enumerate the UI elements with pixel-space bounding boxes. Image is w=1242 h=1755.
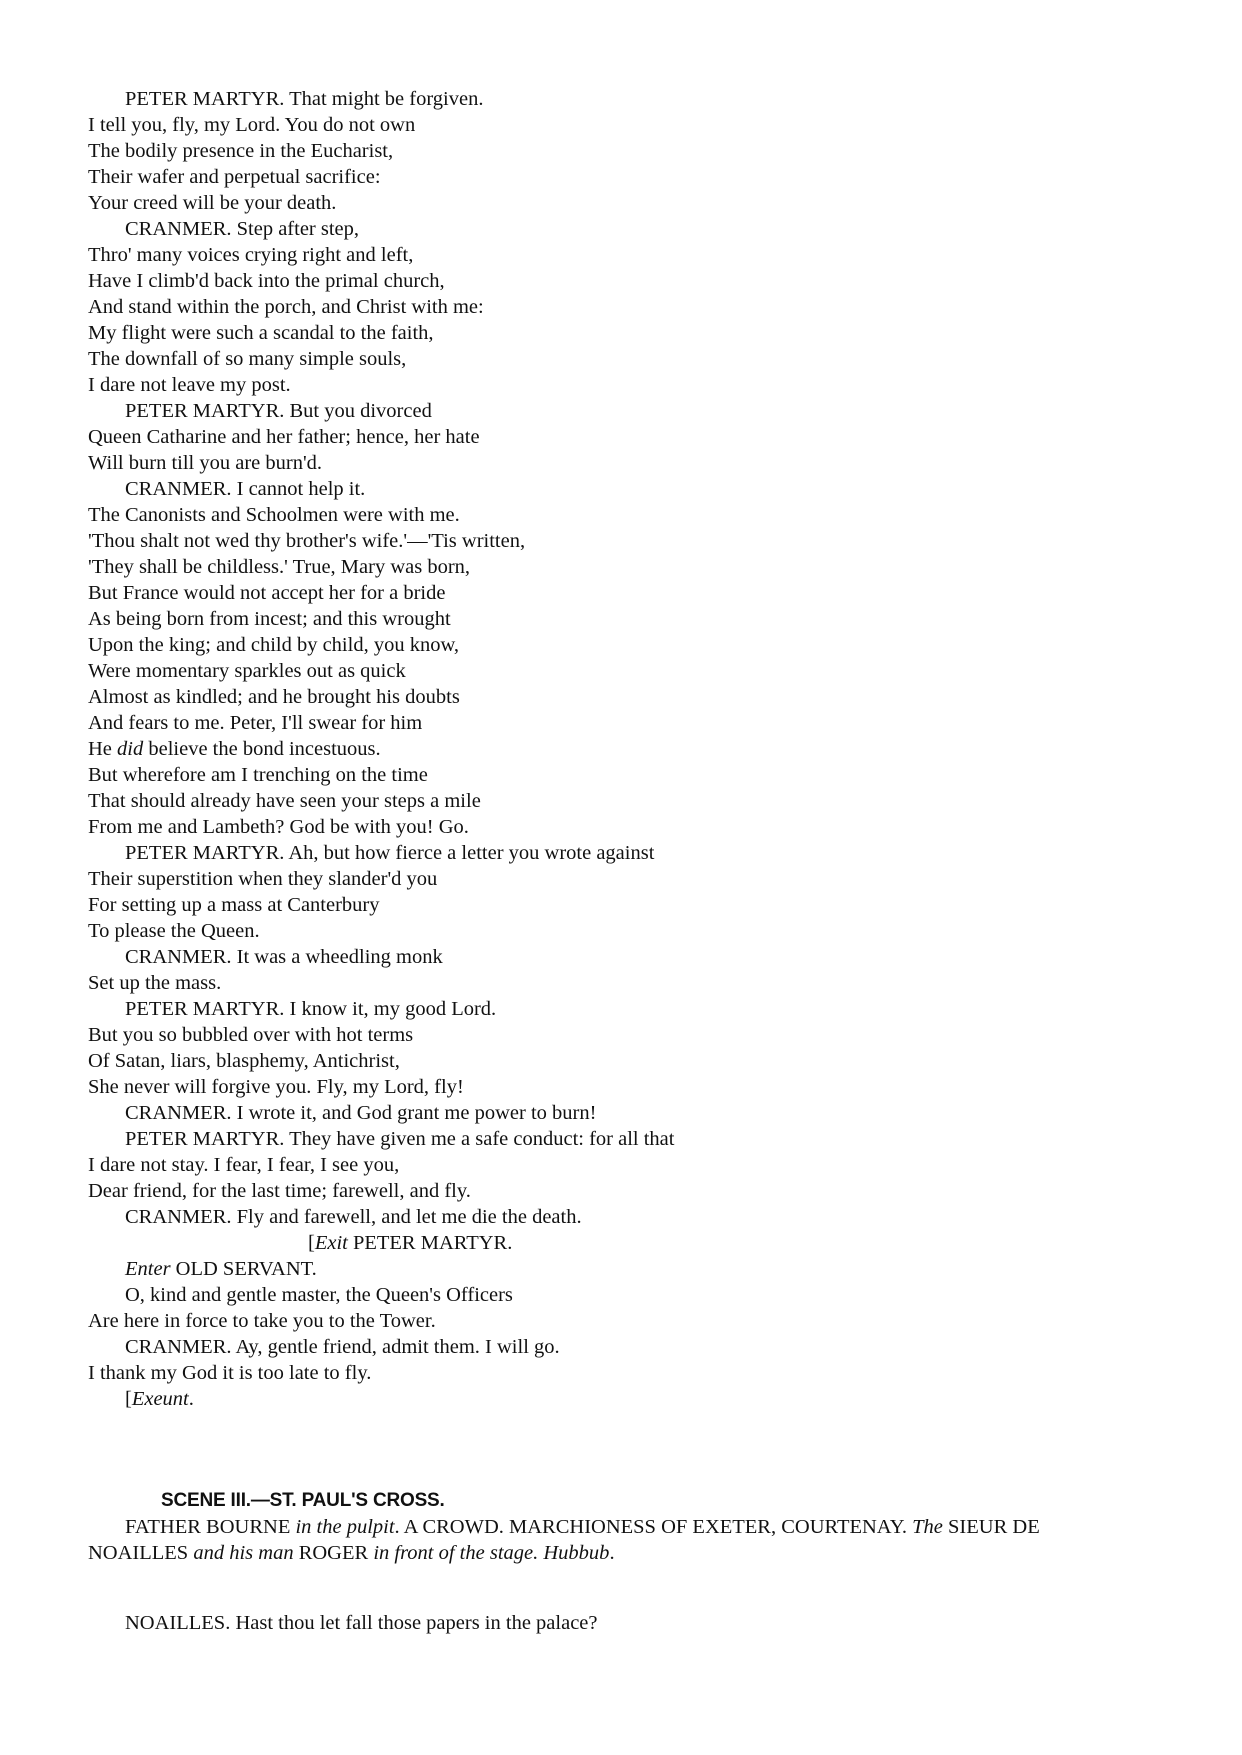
verse-line: But wherefore am I trenching on the time	[88, 764, 428, 786]
verse-line: CRANMER. It was a wheedling monk	[125, 946, 443, 968]
stage-text: FATHER BOURNE	[125, 1516, 296, 1538]
verse-line: The Canonists and Schoolmen were with me.	[88, 504, 460, 526]
spacer	[88, 1412, 1168, 1488]
verse-line: Of Satan, liars, blasphemy, Antichrist,	[88, 1050, 400, 1072]
exit-stage-direction	[88, 1230, 1168, 1256]
verse-line: That should already have seen your steps a mile	[88, 790, 481, 812]
verse-line: Are here in force to take you to the Tower.	[88, 1310, 436, 1332]
verse-line: And fears to me. Peter, I'll swear for him	[88, 712, 423, 734]
stage-italic: The	[912, 1516, 943, 1538]
verse-line: CRANMER. Step after step,	[125, 218, 360, 240]
exit-word: Exit	[314, 1232, 348, 1254]
verse-line: Thro' many voices crying right and left,	[88, 244, 414, 266]
enter-character: OLD SERVANT.	[170, 1258, 317, 1280]
verse-line: As being born from incest; and this wrought	[88, 608, 451, 630]
verse-line: The bodily presence in the Eucharist,	[88, 140, 394, 162]
stage-italic: in front of the stage. Hubbub	[373, 1542, 610, 1564]
stage-text: .	[609, 1542, 615, 1564]
verse-line: For setting up a mass at Canterbury	[88, 894, 380, 916]
dialogue-block	[88, 86, 1168, 1230]
verse-line: I dare not stay. I fear, I fear, I see you,	[88, 1154, 400, 1176]
verse-line: CRANMER. Ay, gentle friend, admit them. I will go.	[125, 1336, 560, 1358]
verse-line: And stand within the porch, and Christ with me:	[88, 296, 484, 318]
verse-line: 'They shall be childless.' True, Mary was born,	[88, 556, 471, 578]
verse-line: To please the Queen.	[88, 920, 260, 942]
verse-line: Have I climb'd back into the primal church,	[88, 270, 445, 292]
spacer	[88, 1566, 1168, 1610]
verse-line: Their wafer and perpetual sacrifice:	[88, 166, 381, 188]
verse-line: But France would not accept her for a bride	[88, 582, 446, 604]
verse-line: CRANMER. I wrote it, and God grant me power to burn!	[125, 1102, 597, 1124]
verse-line: CRANMER. Fly and farewell, and let me die the death.	[125, 1206, 582, 1228]
scene-stage-description	[88, 1514, 1138, 1566]
verse-line: But you so bubbled over with hot terms	[88, 1024, 414, 1046]
verse-text: He	[88, 738, 118, 760]
stage-text: . A CROWD. MARCHIONESS OF EXETER, COURTENAY.	[394, 1516, 913, 1538]
verse-line: The downfall of so many simple souls,	[88, 348, 407, 370]
verse-emphasis: did	[117, 738, 144, 760]
verse-line: O, kind and gentle master, the Queen's Officers	[125, 1284, 513, 1306]
verse-line: Will burn till you are burn'd.	[88, 452, 323, 474]
verse-line: My flight were such a scandal to the faith,	[88, 322, 434, 344]
verse-line: Your creed will be your death.	[88, 192, 337, 214]
bracket: [	[308, 1232, 315, 1254]
verse-line: Their superstition when they slander'd you	[88, 868, 438, 890]
stage-text: SIEUR DE NOAILLES	[88, 1516, 1040, 1564]
verse-line	[88, 736, 1168, 762]
verse-line: Were momentary sparkles out as quick	[88, 660, 406, 682]
noailles-line: NOAILLES. Hast thou let fall those papers in the palace?	[125, 1612, 598, 1634]
bracket: [	[125, 1388, 132, 1410]
verse-text: believe the bond incestuous.	[143, 738, 381, 760]
verse-line: PETER MARTYR. They have given me a safe conduct: for all that	[125, 1128, 675, 1150]
verse-line: Queen Catharine and her father; hence, her hate	[88, 426, 480, 448]
verse-line: 'Thou shalt not wed thy brother's wife.'—'Tis written,	[88, 530, 526, 552]
verse-line: PETER MARTYR. That might be forgiven.	[125, 88, 484, 110]
stage-text: ROGER	[293, 1542, 374, 1564]
verse-line: PETER MARTYR. I know it, my good Lord.	[125, 998, 497, 1020]
verse-line: From me and Lambeth? God be with you! Go.	[88, 816, 469, 838]
verse-line: PETER MARTYR. Ah, but how fierce a letter you wrote against	[125, 842, 655, 864]
stage-italic: and his man	[193, 1542, 294, 1564]
verse-line: I tell you, fly, my Lord. You do not own	[88, 114, 416, 136]
verse-line: I thank my God it is too late to fly.	[88, 1362, 372, 1384]
exeunt-stage-direction	[88, 1386, 1168, 1412]
verse-line: PETER MARTYR. But you divorced	[125, 400, 432, 422]
play-text-page	[88, 86, 1168, 1636]
verse-line: She never will forgive you. Fly, my Lord, fly!	[88, 1076, 464, 1098]
enter-word: Enter	[125, 1258, 171, 1280]
verse-line: CRANMER. I cannot help it.	[125, 478, 366, 500]
servant-dialogue-block	[88, 1282, 1168, 1386]
verse-line: Upon the king; and child by child, you know,	[88, 634, 460, 656]
period: .	[188, 1388, 194, 1410]
verse-line: Set up the mass.	[88, 972, 222, 994]
stage-italic: in the pulpit	[295, 1516, 395, 1538]
verse-line: Dear friend, for the last time; farewell, and fly.	[88, 1180, 471, 1202]
verse-line: Almost as kindled; and he brought his doubts	[88, 686, 460, 708]
enter-stage-direction	[88, 1256, 1168, 1282]
scene-heading: SCENE III.—ST. PAUL'S CROSS.	[161, 1490, 445, 1511]
exit-character: PETER MARTYR.	[347, 1232, 513, 1254]
verse-line: I dare not leave my post.	[88, 374, 291, 396]
exeunt-word: Exeunt	[131, 1388, 189, 1410]
